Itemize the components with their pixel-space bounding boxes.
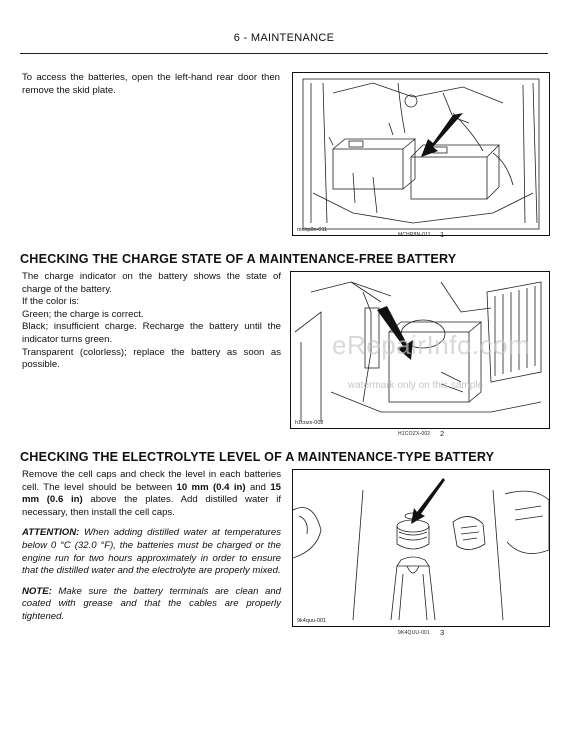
figure-3-arrow <box>411 478 445 524</box>
charge-line-3: Green; the charge is correct. <box>22 308 144 320</box>
charge-line-1: The charge indicator on the battery shows the state of charge of the battery. <box>22 271 281 295</box>
electrolyte-text-e: above the plates. Add distilled water if necessary, then install the cell caps. <box>22 494 281 518</box>
level-max-value: 15 mm (0.6 in) <box>22 481 282 506</box>
note-label: NOTE: <box>22 585 52 597</box>
attention-label: ATTENTION: <box>22 527 80 539</box>
figure-1-illustration <box>293 73 549 235</box>
header-rule <box>20 53 548 54</box>
heading-charge-state: CHECKING THE CHARGE STATE OF A MAINTENANCE-FREE BATTERY <box>20 252 457 266</box>
watermark-site: eRepairInfo.com <box>332 330 531 360</box>
figure-1-caption-code: MCHP8N-011 <box>398 232 431 238</box>
electrolyte-paragraph <box>22 469 281 519</box>
attention-paragraph <box>22 527 281 577</box>
figure-1-arrow <box>421 113 463 157</box>
attention-text: When adding distilled water at temperatures below 0 °C (32.0 °F), the batteries must be charged or the engine run for two hours approximately in order to ensure that the distilled water and the electrolyte are properly mixed. <box>22 527 281 577</box>
charge-line-4: Black; insufficient charge. Recharge the battery until the indicator turns green. <box>22 321 281 345</box>
charge-line-5: Transparent (colorless); replace the battery as soon as possible. <box>22 346 281 371</box>
level-min-value: 10 mm (0.4 in) <box>176 481 246 493</box>
figure-2-caption-code: H1COZX-002 <box>398 431 431 437</box>
figure-3-code: 9k4quu-001 <box>297 618 327 624</box>
figure-1-battery-compartment <box>292 72 550 236</box>
figure-2-number: 2 <box>440 429 445 438</box>
page-header: 6 - MAINTENANCE <box>233 32 335 44</box>
access-batteries-text: To access the batteries, open the left-hand rear door then remove the skid plate. <box>22 72 280 96</box>
figure-2-code: h1cozx-002 <box>295 420 324 426</box>
watermark-note: watermark only on this sample <box>348 380 484 391</box>
electrolyte-text-a: Remove the cell caps and check the level in each batteries cell. The level should be between <box>22 469 281 493</box>
charge-line-2: If the color is: <box>22 296 80 308</box>
charge-indicator-text <box>22 271 281 372</box>
heading-electrolyte-level: CHECKING THE ELECTROLYTE LEVEL OF A MAINTENANCE-TYPE BATTERY <box>20 450 495 464</box>
figure-3-cell-caps <box>292 469 550 627</box>
figure-1-code: mchp8n-011 <box>297 227 328 233</box>
electrolyte-text-c: and <box>245 481 271 493</box>
figure-1-number: 1 <box>440 230 445 239</box>
figure-3-caption-code: 9K4QUU-001 <box>398 630 431 636</box>
note-text: Make sure the battery terminals are clean and coated with grease and that the cables are properly tightened. <box>22 585 281 622</box>
note-paragraph <box>22 586 281 624</box>
figure-3-illustration <box>293 470 549 626</box>
figure-3-number: 3 <box>440 628 445 637</box>
electrolyte-text <box>22 469 281 624</box>
